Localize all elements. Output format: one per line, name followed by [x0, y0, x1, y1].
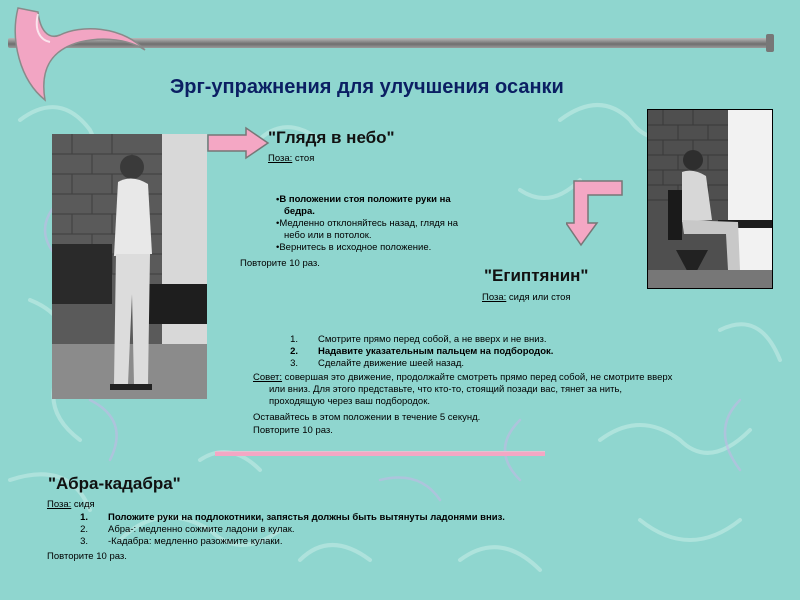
exercise2-step-text: Надавите указательным пальцем на подбородок. — [318, 346, 554, 357]
exercise2-pose-label: Поза: — [482, 292, 507, 303]
exercise2-repeat: Повторите 10 раз. — [253, 425, 333, 436]
exercise3-step-text: -Кадабра: медленно разожмите кулаки. — [108, 536, 283, 547]
exercise2-tip-label: Совет: — [253, 372, 283, 383]
exercise2-step-text: Смотрите прямо перед собой, а не вверх и не вниз. — [318, 334, 547, 345]
exercise1-pose-value: стоя — [292, 153, 315, 164]
exercise1-step-line: •Медленно отклоняйтесь назад, глядя на — [276, 218, 459, 229]
arrow-right-icon — [206, 126, 270, 160]
exercise1-pose-label: Поза: — [268, 153, 293, 164]
slide-title: Эрг-упражнения для улучшения осанки — [170, 76, 564, 98]
exercise1-step-line: •Вернитесь в исходное положение. — [276, 242, 432, 253]
exercise1-pose — [268, 153, 314, 165]
top-bar-end-cap — [766, 34, 774, 52]
exercise3-step — [58, 524, 505, 536]
exercise3-repeat: Повторите 10 раз. — [47, 551, 127, 562]
section-divider — [215, 451, 545, 456]
exercise3-step-text: Положите руки на подлокотники, запястья должны быть вытянуты ладонями вниз. — [108, 512, 505, 523]
exercise2-step-number: 3. — [290, 358, 298, 369]
exercise2-step — [268, 358, 553, 370]
exercise3-pose — [47, 499, 95, 511]
exercise2-step — [268, 334, 553, 346]
exercise2-hold: Оставайтесь в этом положении в течение 5 секунд. — [253, 412, 481, 423]
arrow-bent-down-icon — [566, 178, 626, 248]
exercise2-tip-line3: проходящую через ваш подбородок. — [269, 396, 430, 407]
exercise1-repeat: Повторите 10 раз. — [240, 258, 320, 269]
photo-seated-man — [648, 110, 772, 288]
exercise1-step-line: небо или в потолок. — [284, 230, 372, 241]
exercise3-step-number: 2. — [80, 524, 88, 535]
exercise2-step-number: 1. — [290, 334, 298, 345]
exercise1-step-line: •В положении стоя положите руки на — [276, 194, 451, 205]
exercise2-tip-line2: или вниз. Для этого представьте, что кто-то, стоящий позади вас, тянет за нить, — [269, 384, 623, 395]
photo-standing-man — [52, 134, 207, 399]
exercise3-step — [58, 536, 505, 548]
exercise3-title: "Абра-кадабра" — [48, 474, 181, 493]
exercise1-steps — [276, 194, 458, 254]
exercise2-pose — [482, 292, 571, 304]
exercise3-step-number: 3. — [80, 536, 88, 547]
exercise3-steps — [58, 512, 505, 548]
exercise2-steps — [268, 334, 553, 370]
exercise2-step — [268, 346, 553, 358]
exercise2-step-number: 2. — [290, 346, 298, 357]
exercise3-step-text: Абра-: медленно сожмите ладони в кулак. — [108, 524, 295, 535]
exercise3-step-number: 1. — [80, 512, 88, 523]
pink-boomerang-decoration — [0, 0, 150, 110]
exercise3-pose-value: сидя — [71, 499, 95, 510]
exercise2-tip-text: совершая это движение, продолжайте смотреть прямо перед собой, не смотрите вверх — [282, 372, 673, 383]
exercise1-step-line: бедра. — [284, 206, 315, 217]
exercise2-pose-value: сидя или стоя — [506, 292, 571, 303]
exercise2-title: "Египтянин" — [484, 266, 589, 285]
exercise3-pose-label: Поза: — [47, 499, 72, 510]
exercise1-title: "Глядя в небо" — [268, 128, 395, 147]
exercise3-step — [58, 512, 505, 524]
exercise2-tip — [253, 372, 672, 408]
exercise2-step-text: Сделайте движение шеей назад. — [318, 358, 465, 369]
